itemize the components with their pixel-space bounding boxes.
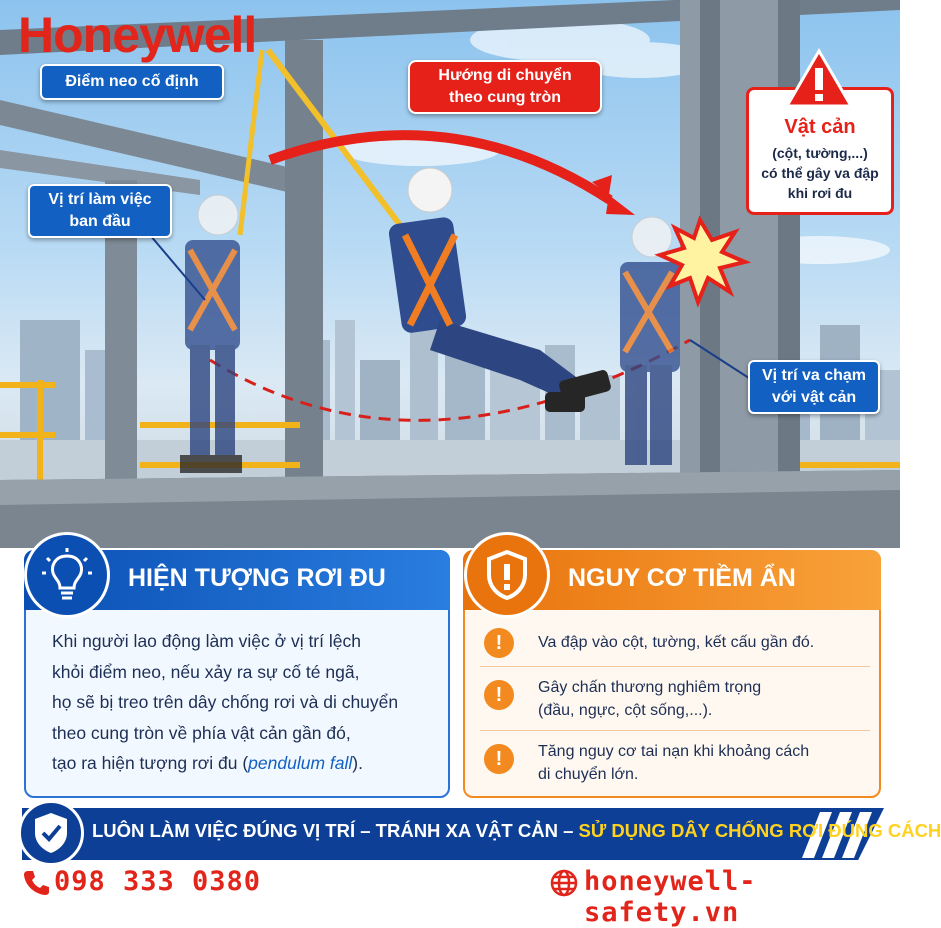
impact-position-line-2: với vật cản [771,389,857,406]
alert-icon: ! [484,744,514,774]
risk-3-line-2: di chuyển lớn. [538,766,639,783]
shield-check-icon [18,800,84,866]
direction-label [408,60,602,114]
description-line-5-prefix: tạo ra hiện tượng rơi đu ( [52,753,249,773]
direction-line-2: theo cung tròn [449,89,561,106]
description-line-5-suffix: ). [352,753,363,773]
impact-position-line-1: Vị trí va chạm [761,367,867,384]
safety-slogan [92,820,941,842]
risk-text [538,676,761,722]
anchor-point-text: Điểm neo cố định [65,73,199,90]
lightbulb-icon [24,532,110,618]
direction-line-1: Hướng di chuyển [438,67,572,84]
worker-initial-position [180,195,242,473]
risk-1-line-1: Va đập vào cột, tường, kết cấu gần đó. [538,634,815,651]
pendulum-fall-description [52,626,442,779]
warning-triangle-icon [784,48,854,110]
alert-icon: ! [484,628,514,658]
alert-icon: ! [484,680,514,710]
risk-text [538,740,809,786]
shield-warning-icon [464,532,550,618]
start-position-line-2: ban đầu [69,213,131,230]
potential-risk-title: NGUY CƠ TIỀM ẨN [568,564,796,592]
description-line-4: theo cung tròn về phía vật cản gần đó, [52,722,351,743]
description-line-5 [52,748,442,779]
risk-3-line-1: Tăng nguy cơ tai nạn khi khoảng cách [538,743,810,760]
impact-position-label [748,360,880,414]
slogan-part-1: LUÔN LÀM VIỆC ĐÚNG VỊ TRÍ – TRÁNH XA VẬT CẢN – [92,820,579,841]
pendulum-fall-title: HIỆN TƯỢNG RƠI ĐU [128,564,386,592]
hazard-line-2: có thể gây va đập [761,165,879,181]
risk-text [538,631,814,654]
pendulum-fall-term: pendulum fall [248,753,353,773]
phone-number[interactable]: 098 333 0380 [54,866,262,897]
start-position-line-1: Vị trí làm việc [48,191,152,208]
description-line-3: họ sẽ bị treo trên dây chống rơi và di chuyển [52,692,399,712]
slogan-part-2: SỬ DỤNG DÂY CHỐNG RƠI ĐÚNG CÁCH [578,820,941,841]
risk-2-line-2: (đầu, ngực, cột sống,...). [538,702,713,719]
website-link[interactable]: honeywell-safety.vn [584,866,757,928]
hazard-line-1: (cột, tường,...) [772,145,868,161]
risk-2-line-1: Gây chấn thương nghiêm trọng [538,679,762,696]
risk-item [484,676,761,722]
globe-icon [550,869,578,897]
description-line-2: khỏi điểm neo, nếu xảy ra sự cố té ngã, [52,661,360,682]
description-line-1: Khi người lao động làm việc ở vị trí lệch [52,631,361,651]
hazard-line-3: khi rơi đu [787,185,853,201]
hazard-description [749,143,891,203]
risk-divider [480,730,870,731]
risk-divider [480,666,870,667]
lanyard-initial [240,50,262,235]
anchor-point-label [40,64,224,100]
phone-icon [22,868,50,896]
start-position-label [28,184,172,238]
brand-logo: Honeywell [18,7,257,63]
hazard-title: Vật cản [784,116,856,138]
risk-item [484,628,814,658]
risk-item [484,740,809,786]
